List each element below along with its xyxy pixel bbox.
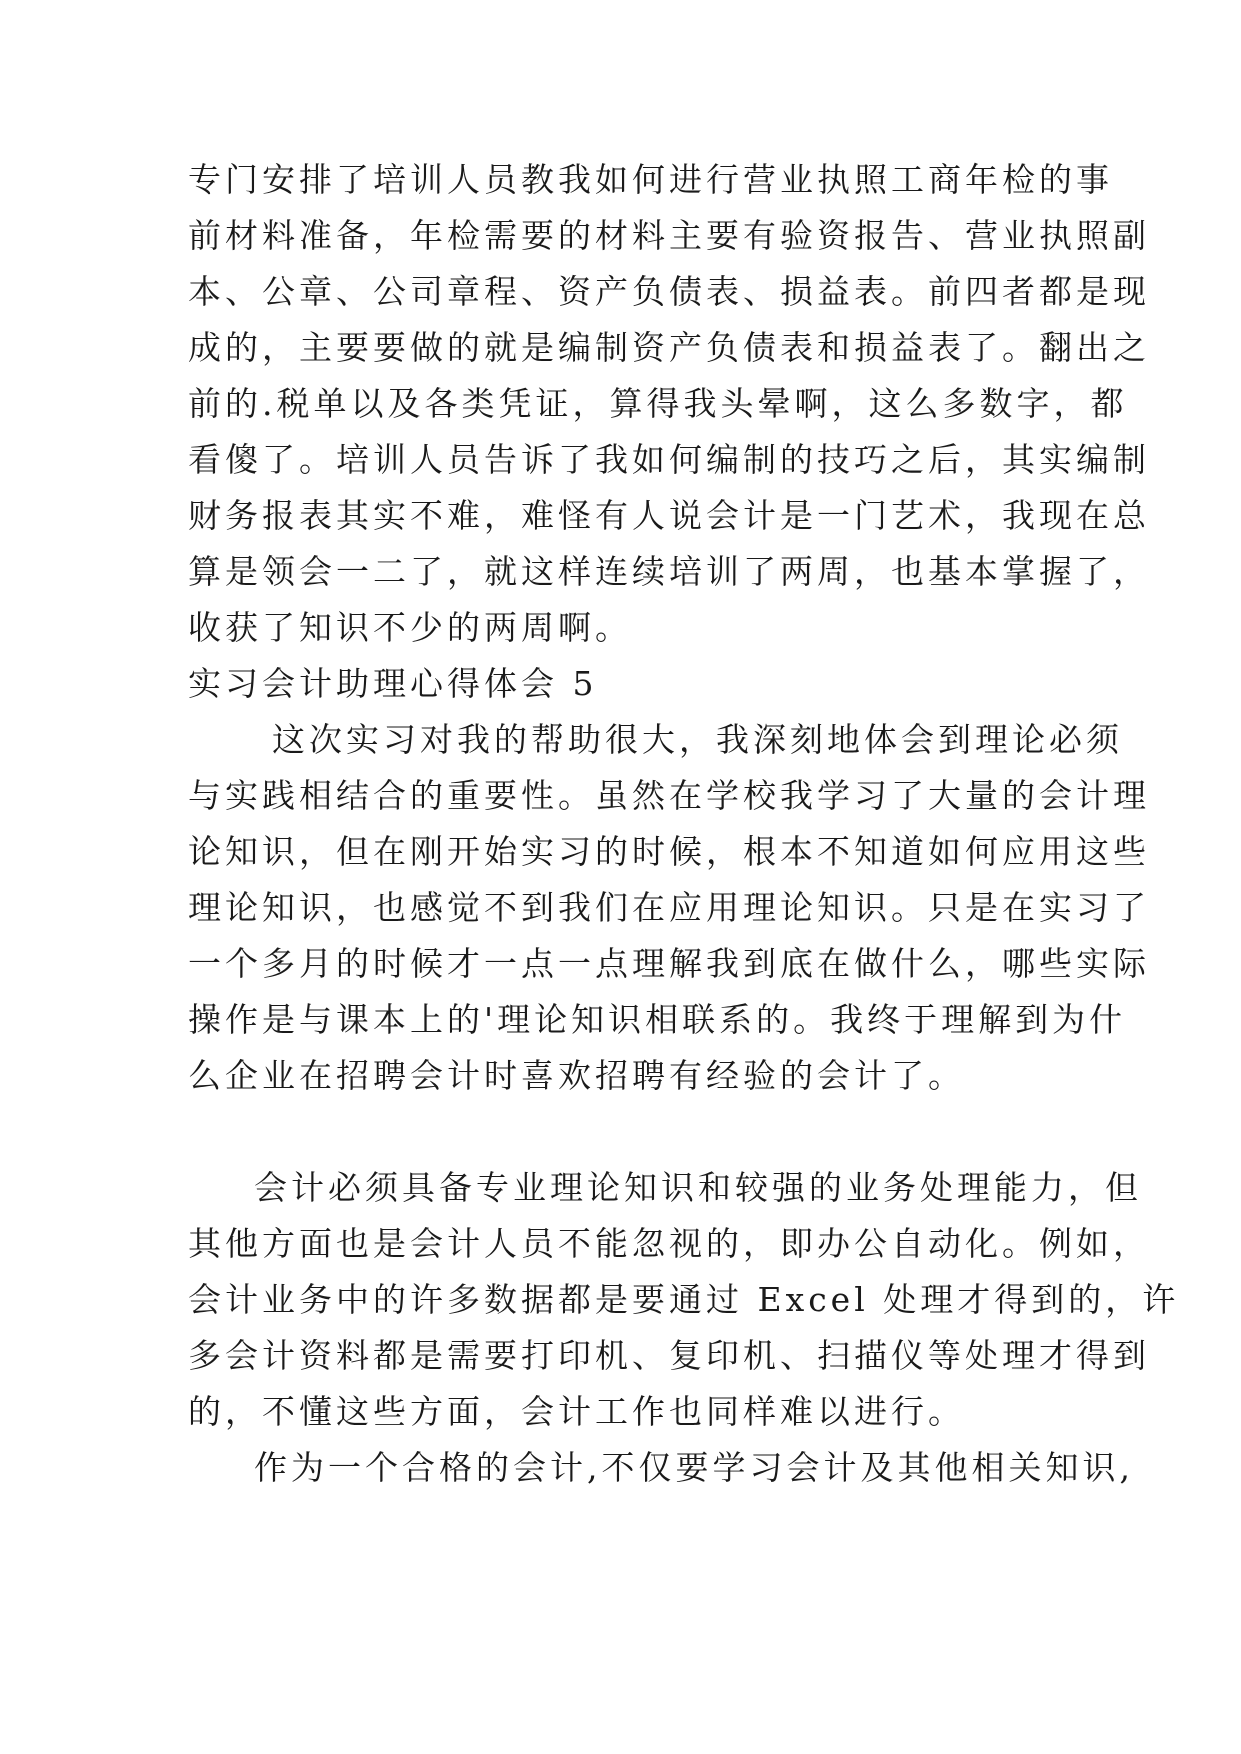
paragraph-line: 收获了知识不少的两周啊。 [188,608,632,647]
paragraph-line: 作为一个合格的会计,不仅要学习会计及其他相关知识, [254,1448,1134,1487]
paragraph-line: 其他方面也是会计人员不能忽视的，即办公自动化。例如， [188,1224,1150,1263]
paragraph-line: 会计业务中的许多数据都是要通过 Excel 处理才得到的，许 [188,1280,1180,1319]
paragraph-line: 财务报表其实不难，难怪有人说会计是一门艺术，我现在总 [188,496,1150,535]
paragraph-line: 么企业在招聘会计时喜欢招聘有经验的会计了。 [188,1056,965,1095]
paragraph-line: 的，不懂这些方面，会计工作也同样难以进行。 [188,1392,965,1431]
paragraph-line: 看傻了。培训人员告诉了我如何编制的技巧之后，其实编制 [188,440,1150,479]
paragraph-line: 本、公章、公司章程、资产负债表、损益表。前四者都是现 [188,272,1150,311]
section-heading: 实习会计助理心得体会 5 [188,664,598,703]
paragraph-line: 论知识，但在刚开始实习的时候，根本不知道如何应用这些 [188,832,1150,871]
paragraph-line: 算是领会一二了，就这样连续培训了两周，也基本掌握了， [188,552,1150,591]
paragraph-line: 成的，主要要做的就是编制资产负债表和损益表了。翻出之 [188,328,1150,367]
paragraph-line: 一个多月的时候才一点一点理解我到底在做什么，哪些实际 [188,944,1150,983]
paragraph-line: 前的.税单以及各类凭证，算得我头晕啊，这么多数字，都 [188,384,1128,423]
paragraph-line: 专门安排了培训人员教我如何进行营业执照工商年检的事 [188,160,1113,199]
paragraph-line: 多会计资料都是需要打印机、复印机、扫描仪等处理才得到 [188,1336,1150,1375]
paragraph-line: 前材料准备，年检需要的材料主要有验资报告、营业执照副 [188,216,1150,255]
paragraph-line: 会计必须具备专业理论知识和较强的业务处理能力，但 [254,1168,1142,1207]
paragraph-line: 这次实习对我的帮助很大，我深刻地体会到理论必须 [272,720,1123,759]
paragraph-line: 与实践相结合的重要性。虽然在学校我学习了大量的会计理 [188,776,1150,815]
paragraph-line: 操作是与课本上的'理论知识相联系的。我终于理解到为什 [188,1000,1127,1039]
paragraph-line: 理论知识，也感觉不到我们在应用理论知识。只是在实习了 [188,888,1150,927]
